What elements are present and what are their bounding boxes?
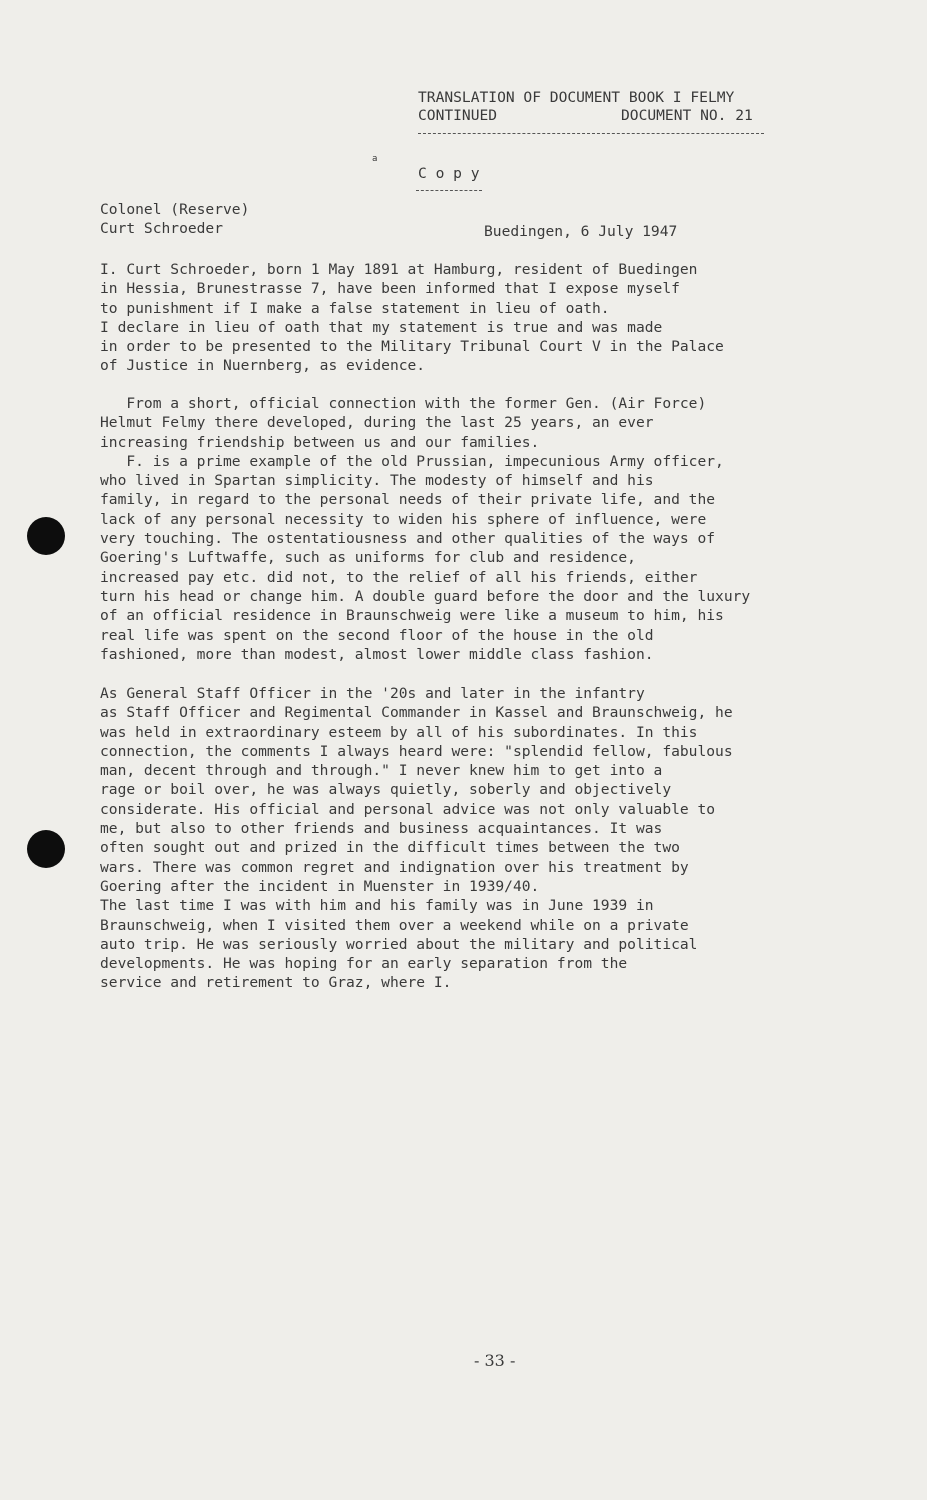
page-number: - 33 -: [474, 1351, 516, 1370]
copy-underline: [416, 190, 482, 191]
sender-rank: Colonel (Reserve): [100, 201, 250, 218]
header-title: TRANSLATION OF DOCUMENT BOOK I FELMY: [418, 89, 735, 106]
header-continued: CONTINUED: [418, 107, 498, 124]
copy-label: C o p y: [418, 165, 480, 182]
friendship-paragraph: From a short, official connection with the former Gen. (Air Force) Helmut Felmy there developed, during the last 25 years, an ever increasing friendship between us and our families. F. is a prime example of the old Prussian, impecunious Army officer, who lived in Spartan simplicity. The modesty of himself and his family, in regard to the personal needs of their private life, and the lack of any personal necessity to widen his sphere of influence, were very touching. The ostentatiousness and other qualities of the ways of Goering's Luftwaffe, such as uniforms for club and residence, increased pay etc. did not, to the relief of all his friends, either turn his head or change him. A double guard before the door and the luxury of an official residence in Braunschweig were like a museum to him, his real life was spent on the second floor of the house in the old fashioned, more than modest, almost lower middle class fashion.: [100, 395, 751, 663]
stray-mark: a: [372, 154, 378, 164]
sender-name: Curt Schroeder: [100, 220, 224, 237]
header-document-number: DOCUMENT NO. 21: [621, 107, 753, 124]
career-paragraph: As General Staff Officer in the '20s and later in the infantry as Staff Officer and Regimental Commander in Kassel and Braunschweig, he was held in extraordinary esteem by all of his subordinates. In this connection, the comments I always heard were: "splendid fellow, fabulous man, decent through and through." I never knew him to get into a rage or boil over, he was always quietly, soberly and objectively considerate. His official and personal advice was not only valuable to me, but also to other friends and business acquaintances. It was often sought out and prized in the difficult times between the two wars. There was common regret and indignation over his treatment by Goering after the incident in Muenster in 1939/40. The last time I was with him and his family was in June 1939 in Braunschweig, when I visited them over a weekend while on a private auto trip. He was seriously worried about the military and political developments. He was hoping for an early separation from the service and retirement to Graz, where I.: [100, 685, 733, 992]
punch-hole-top: [27, 517, 65, 555]
place-date: Buedingen, 6 July 1947: [484, 223, 678, 240]
punch-hole-bottom: [27, 830, 65, 868]
header-rule: [418, 133, 764, 134]
oath-paragraph: I. Curt Schroeder, born 1 May 1891 at Hamburg, resident of Buedingen in Hessia, Brunestrasse 7, have been informed that I expose myself to punishment if I make a false statement in lieu of oath. I declare in lieu of oath that my statement is true and was made in order to be presented to the Military Tribunal Court V in the Palace of Justice in Nuernberg, as evidence.: [100, 261, 724, 375]
